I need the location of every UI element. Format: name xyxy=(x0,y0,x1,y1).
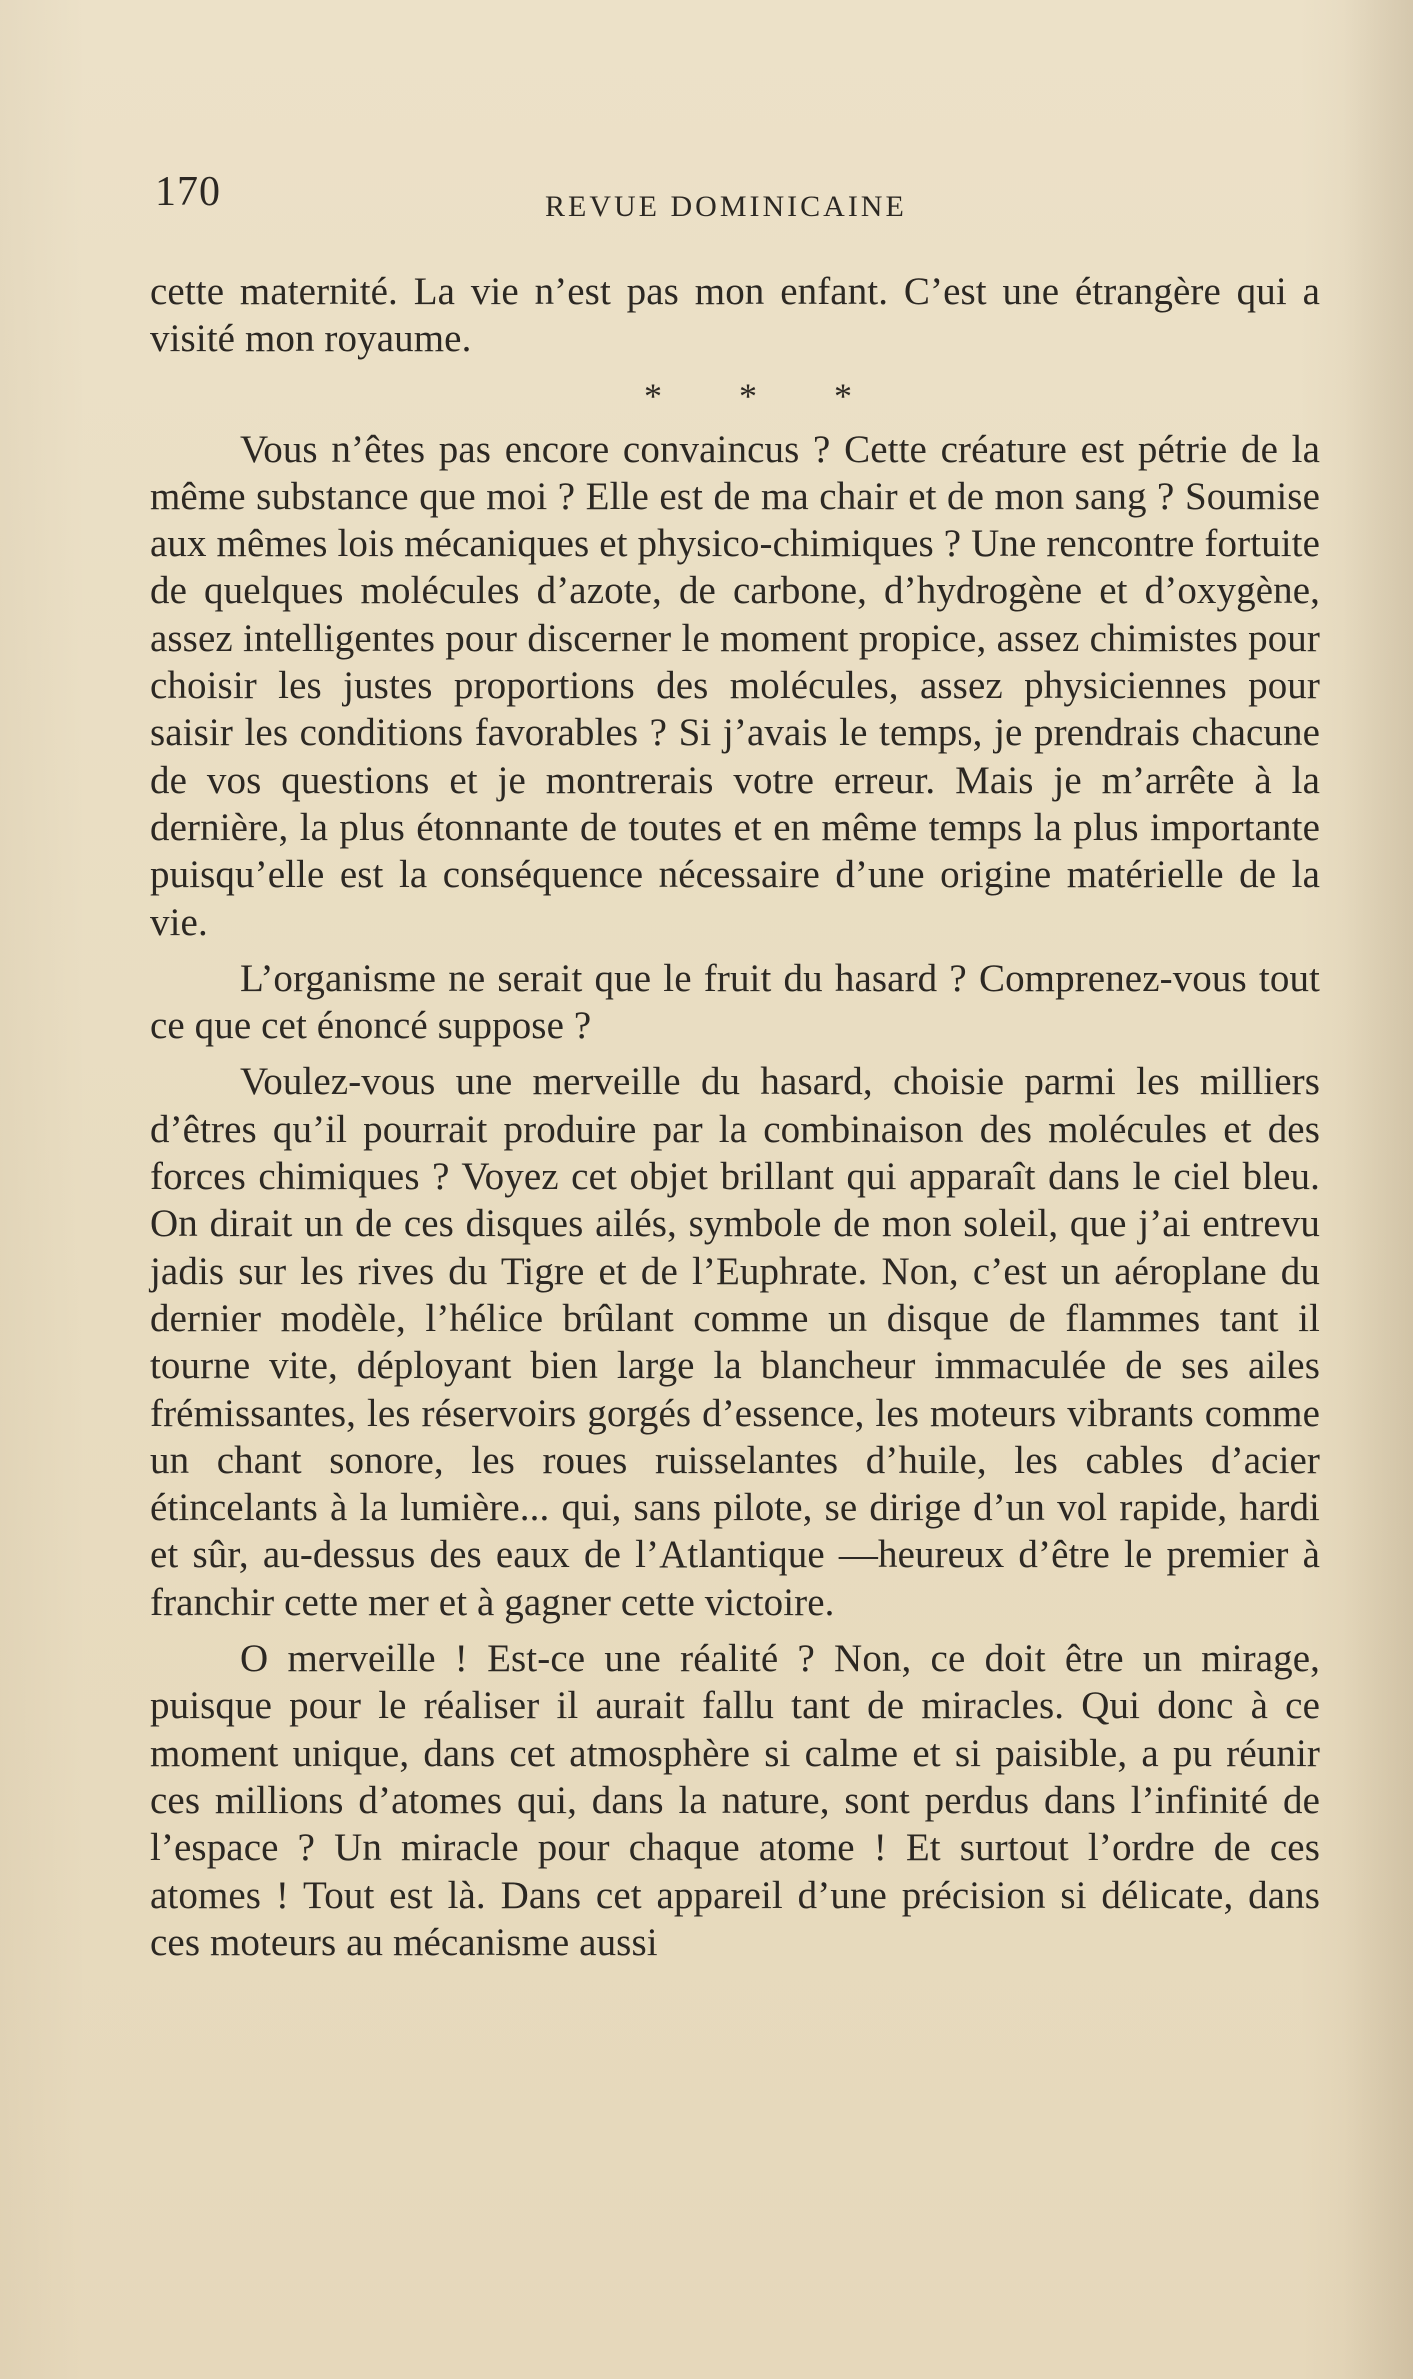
paragraph-continuation: cette maternité. La vie n’est pas mon enfant. C’est une étrangère qui a visité mon royaume. xyxy=(150,270,1320,361)
body-text xyxy=(150,268,1320,1966)
spine-shadow xyxy=(1343,0,1413,2379)
section-separator: * * * xyxy=(644,375,886,416)
paragraph: Voulez-vous une merveille du hasard, choisie parmi les milliers d’êtres qu’il pourrait produire par la combinaison des molécules et des forces chimiques ? Voyez cet objet brillant qui apparaît dans le ciel bleu. On dirait un de ces disques ailés, symbole de mon soleil, que j’ai entrevu jadis sur les rives du Tigre et de l’Euphrate. Non, c’est un aéroplane du dernier modèle, l’hélice brûlant comme un disque de flammes tant il tourne vite, déployant bien large la blancheur immaculée de ses ailes frémissantes, les réservoirs gorgés d’essence, les moteurs vibrants comme un chant sonore, les roues ruisselantes d’huile, les cables d’acier étincelants à la lumière... qui, sans pilote, se dirige d’un vol rapide, hardi et sûr, au-dessus des eaux de l’Atlantique —heureux d’être le premier à franchir cette mer et à gagner cette victoire. xyxy=(150,1060,1320,1624)
paragraph: L’organisme ne serait que le fruit du hasard ? Comprenez-vous tout ce que cet énoncé suppose ? xyxy=(150,956,1320,1048)
paragraph: O merveille ! Est-ce une réalité ? Non, ce doit être un mirage, puisque pour le réaliser il aurait fallu tant de miracles. Qui donc à ce moment unique, dans cet atmosphère si calme et si paisible, a pu réunir ces millions d’atomes qui, dans la nature, sont perdus dans l’infinité de l’espace ? Un miracle pour chaque atome ! Et surtout l’ordre de ces atomes ! Tout est là. Dans cet appareil d’une précision si délicate, dans ces moteurs au mécanisme aussi xyxy=(150,1637,1320,1964)
page-number: 170 xyxy=(155,169,221,215)
running-head: REVUE DOMINICAINE xyxy=(545,190,907,223)
paragraph: Vous n’êtes pas encore convaincus ? Cette créature est pétrie de la même substance que moi ? Elle est de ma chair et de mon sang ? Soumise aux mêmes lois mécaniques et physico-chimiques ? Une rencontre fortuite de quelques molécules d’azote, de carbone, d’hydrogène et d’oxygène, assez intelligentes pour discerner le moment propice, assez chimistes pour choisir les justes proportions des molécules, assez physiciennes pour saisir les conditions favorables ? Si j’avais le temps, je prendrais chacune de vos questions et je montrerais votre erreur. Mais je m’arrête à la dernière, la plus étonnante de toutes et en même temps la plus importante puisqu’elle est la conséquence nécessaire d’une origine matérielle de la vie. xyxy=(150,427,1320,944)
